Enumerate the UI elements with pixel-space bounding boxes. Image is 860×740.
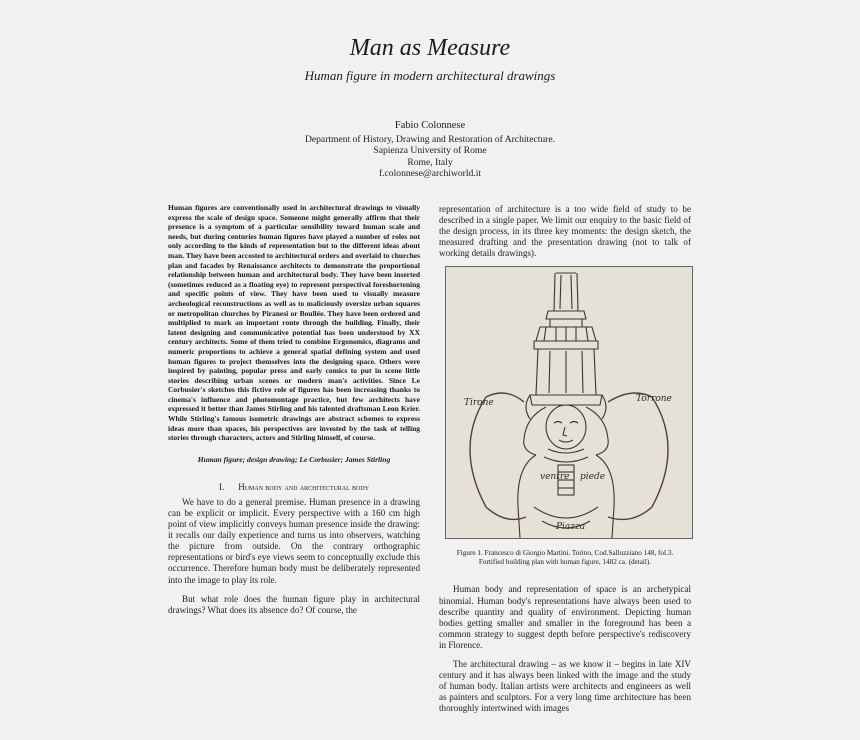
annotation-ventre: ventre: [540, 472, 570, 483]
right-column: [439, 204, 691, 715]
paper-title: Man as Measure: [349, 35, 511, 61]
body-paragraph: We have to do a general premise. Human presence in a drawing can be explicit or implicit. Every perspective with a 160 cm high point of view implicitly conveys human presence inside the drawing: it recalls our daily experience and turns us into observers, watching the picture from outside. On the contrary orthographic representations or bird's eye views seem to conceptually exclude this occurrence. Therefore human body must be deliberately represented into the image to play its role.: [168, 496, 420, 585]
author-block: [0, 120, 860, 180]
author-email: f.colonnese@archiworld.it: [378, 168, 482, 180]
body-paragraph: But what role does the human figure play in architectural drawings? What does its absence do? Of course, the: [168, 593, 420, 615]
left-column: [168, 203, 420, 616]
keywords: Human figure; design drawing; Le Corbusier; James Stirling: [197, 454, 391, 464]
affiliation-department: Department of History, Drawing and Restoration of Architecture.: [304, 133, 556, 145]
annotation-piazza: Piazza: [556, 522, 586, 533]
body-paragraph: Human body and representation of space is an archetypical binomial. Human body's representations have always been used to describe quantity and quality of environment. Depicting human bodies getting smaller and smaller in the foreground has been a common strategy to suggest depth before perspective's rediscovery in Florence.: [439, 584, 691, 650]
affiliation-city: Rome, Italy: [407, 156, 453, 168]
abstract: Human figures are conventionally used in architectural drawings to visually express the scale of design space. Someone might generally affirm that their presence is a symptom of a particular sensibility toward human scale and needs, but during centuries human figures have played a number of roles not only according to the kinds of representation but to the different ideas about man. They have been accosted to architectural orders and overlaid to churches plan and facades by Renaissance architects to demonstrate the proportional relationship between human and architectural body. They have been inserted (sometimes reduced as a floating eye) to represent perspectival foreshortening and specific points of view. They have been used to visually measure archeological reconstructions as well as to maliciously oversize urban squares or metropolitan churches by Piranesi or Boullée. They have been ordered and multiplied to mark an important route through the building. Finally, their latent designing and communicative potential has been understood by XX century architects. Some of them tried to combine Ergonomics, diagrams and numeric proportions to achieve a general spatial defining system and used human figures to project themselves into the designing space. Others were inspired by painting, popular press and early comics to put in scene little stories describing urban scenes or modern man's activities. Since Le Corbusier's sketches this fictive role of figures has been increasing thanks to cinema's influence and photomontage practice, but few architects have expressed it better than James Stirling and his talented draftsman Leon Krier. While Stirling's famous isometric drawings are abstract schemes to express ideas more than spaces, his perspectives are invested by the task of telling stories through characters, actors and Stirling himself, of course.: [168, 203, 420, 443]
author-name: Fabio Colonnese: [394, 120, 466, 131]
section-heading: [168, 481, 420, 493]
body-paragraph: The architectural drawing – as we know it – begins in late XIV century and it has always been linked with the image and the study of human body. Italian artists were architects and engineers as well as painters and sculptors. For a very long time architecture has been thoroughly intertwined with images: [439, 659, 691, 714]
annotation-piede: piede: [580, 472, 606, 483]
figure-caption: [439, 549, 691, 567]
figure-illustration: [446, 267, 692, 538]
section-number: I.: [218, 481, 225, 492]
figure-drawing: [445, 266, 693, 539]
paper-subtitle: Human figure in modern architectural drawings: [304, 68, 556, 83]
section-title: Human body and architectural body: [238, 481, 370, 492]
affiliation-university: Sapienza University of Rome: [373, 145, 487, 157]
caption-line-1: Figure 1. Francesco di Giorgio Martini. Torino, Cod.Salluzziano 148, fol.3.: [456, 549, 674, 558]
annotation-tirone: Tirone: [464, 398, 494, 409]
annotation-torrone: Torrone: [636, 394, 672, 405]
caption-line-2: Fortified building plan with human figure, 1482 ca. (detail).: [478, 558, 652, 567]
body-paragraph: representation of architecture is a too wide field of study to be described in a single paper. We limit our enquiry to the basic field of the design process, in its three key moments: the design sketch, the measured drafting and the presentation drawing (not to talk of working details drawings).: [439, 204, 691, 259]
